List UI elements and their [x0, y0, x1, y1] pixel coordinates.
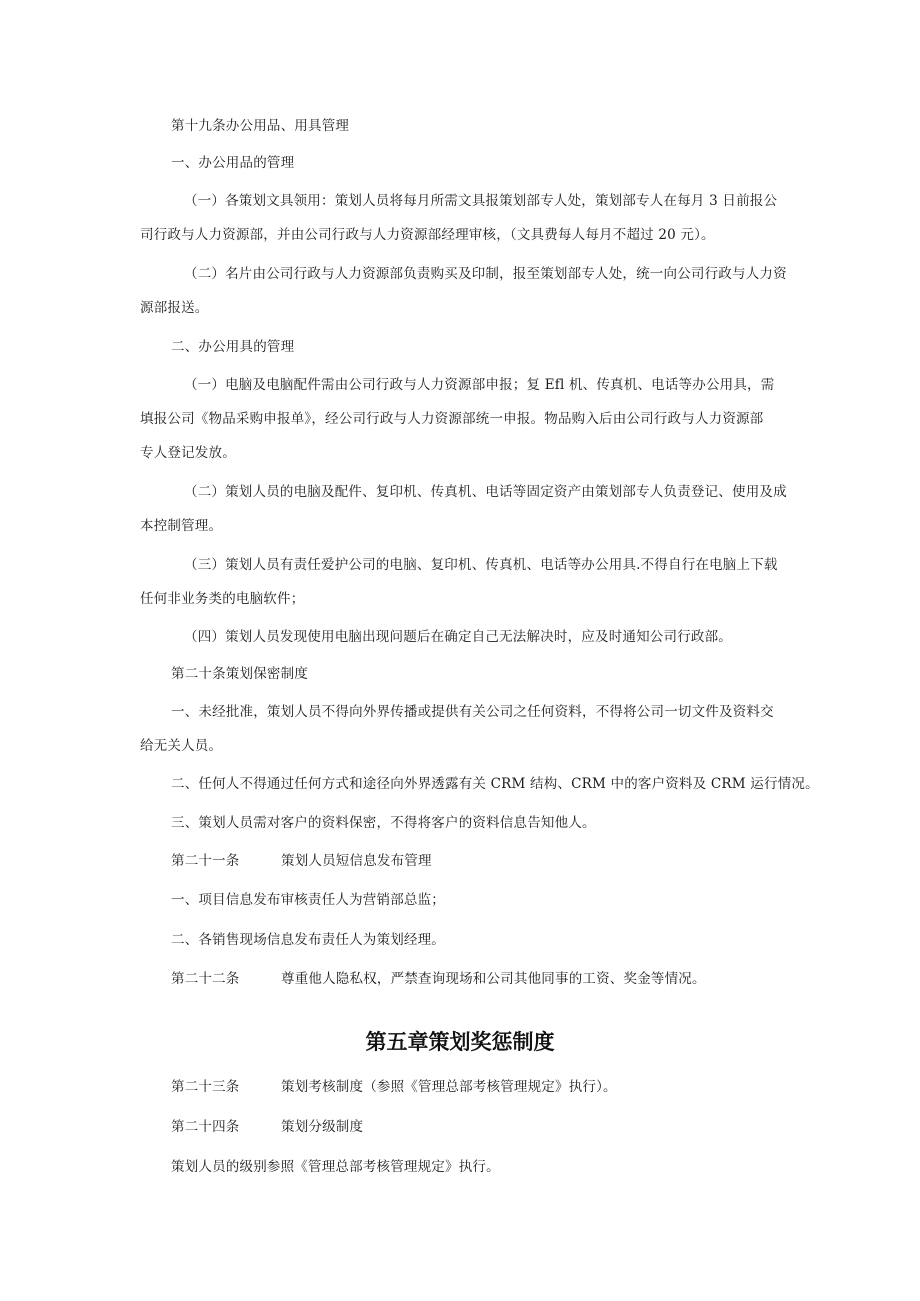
paragraph-line: （四）策划人员发现使用电脑出现问题后在确定自己无法解决时，应及时通知公司行政部。 — [184, 629, 732, 645]
article-number: 第二十四条 — [171, 1119, 240, 1135]
paragraph-line: （三）策划人员有责任爱护公司的电脑、复印机、传真机、电话等办公用具.不得自行在电脑上下载 — [184, 557, 778, 573]
list-item: 二、各销售现场信息发布责任人为策划经理。 — [171, 932, 445, 948]
paragraph-line: 专人登记发放。 — [140, 445, 236, 461]
paragraph-line: 二、任何人不得通过任何方式和途径向外界透露有关 CRM 结构、CRM 中的客户资料及 CRM 运行情况。 — [171, 776, 819, 792]
article-text: 策划分级制度 — [281, 1119, 364, 1135]
article-text: 尊重他人隐私权，严禁查询现场和公司其他同事的工资、奖金等情况。 — [281, 971, 706, 987]
paragraph-line: 给无关人员。 — [140, 738, 223, 754]
section-office-supplies: 一、办公用品的管理 — [171, 155, 295, 171]
paragraph-line: 任何非业务类的电脑软件； — [140, 591, 305, 607]
section-office-equipment: 二、办公用具的管理 — [171, 339, 295, 355]
paragraph-line: 三、策划人员需对客户的资料保密，不得将客户的资料信息告知他人。 — [171, 815, 596, 831]
chapter-heading: 第五章策划奖惩制度 — [365, 1030, 555, 1054]
article-23 — [171, 1077, 617, 1097]
article-21-heading — [171, 851, 432, 871]
article-text: 策划考核制度（参照《管理总部考核管理规定》执行）。 — [281, 1079, 617, 1095]
paragraph-line: （二）名片由公司行政与人力资源部负责购买及印制，报至策划部专人处，统一向公司行政与人力资 — [184, 266, 787, 282]
article-number: 第二十一条 — [171, 853, 240, 869]
paragraph-line: （二）策划人员的电脑及配件、复印机、传真机、电话等固定资产由策划部专人负责登记、使用及成 — [184, 484, 787, 500]
article-19-heading: 第十九条办公用品、用具管理 — [171, 118, 350, 134]
article-number: 第二十三条 — [171, 1079, 240, 1095]
paragraph-line: 本控制管理。 — [140, 518, 223, 534]
article-number: 第二十二条 — [171, 971, 240, 987]
article-20-heading: 第二十条策划保密制度 — [171, 666, 308, 682]
paragraph-line: 一、未经批准，策划人员不得向外界传播或提供有关公司之任何资料，不得将公司一切文件及资料交 — [171, 704, 774, 720]
paragraph-line: 源部报送。 — [140, 300, 209, 316]
article-22 — [171, 969, 706, 989]
article-24 — [171, 1117, 363, 1137]
paragraph-line: （一）各策划文具领用：策划人员将每月所需文具报策划部专人处，策划部专人在每月 3 日前报公 — [184, 193, 778, 209]
closing-line: 策划人员的级别参照《管理总部考核管理规定》执行。 — [171, 1159, 500, 1175]
paragraph-line: 司行政与人力资源部，并由公司行政与人力资源部经理审核，（文具费每人每月不超过 20 元）。 — [140, 227, 715, 243]
paragraph-line: （一）电脑及电脑配件需由公司行政与人力资源部申报；复 Efl 机、传真机、电话等办公用具，需 — [184, 377, 775, 393]
paragraph-line: 填报公司《物品采购申报单》，经公司行政与人力资源部统一申报。物品购入后由公司行政与人力资源部 — [140, 411, 764, 427]
list-item: 一、项目信息发布审核责任人为营销部总监； — [171, 892, 445, 908]
article-title: 策划人员短信息发布管理 — [281, 853, 432, 869]
